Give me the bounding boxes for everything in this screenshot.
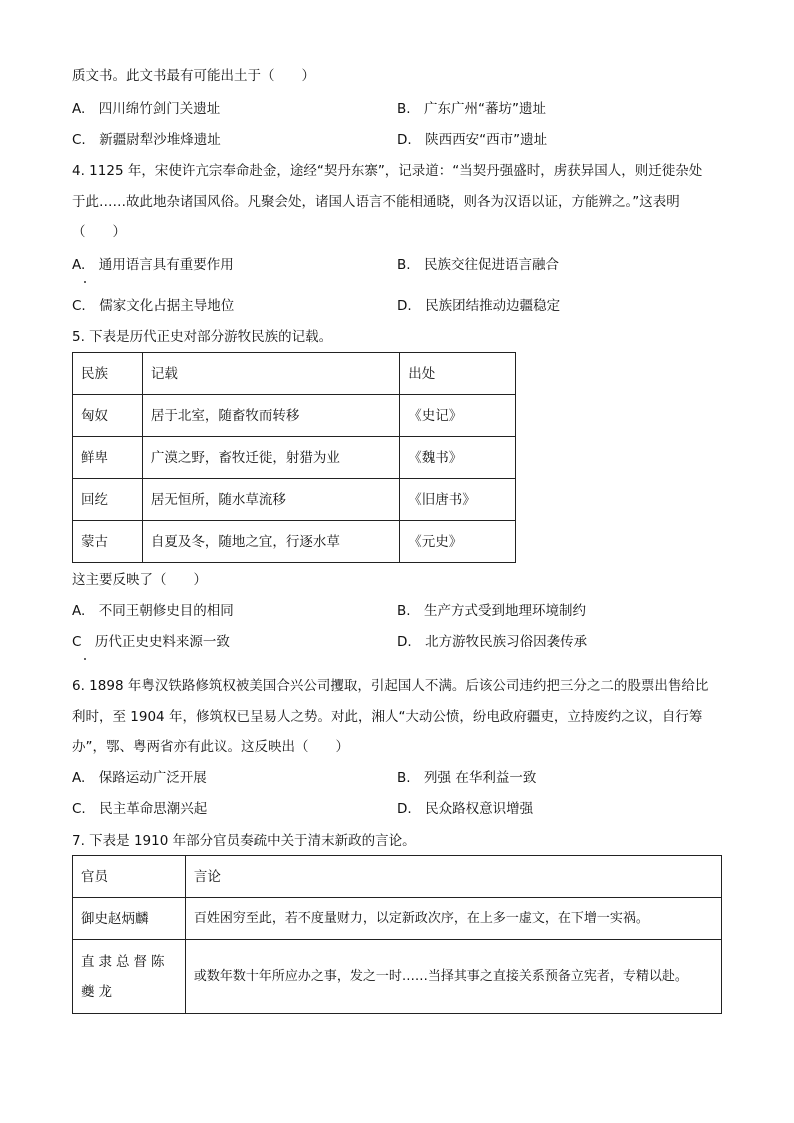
table-row xyxy=(73,940,722,1014)
q5-cell-source: 《旧唐书》 xyxy=(400,479,516,521)
q5-header-source: 出处 xyxy=(400,353,516,395)
q5-option-a: A. 不同王朝修史目的相同 xyxy=(72,603,234,619)
q5-after-table: 这主要反映了（ ） xyxy=(72,572,207,588)
q6-option-d: D. 民众路权意识增强 xyxy=(397,801,534,817)
q5-stem: 5. 下表是历代正史对部分游牧民族的记载。 xyxy=(72,329,333,345)
table-row xyxy=(73,395,516,437)
q7-stem: 7. 下表是 1910 年部分官员奏疏中关于清末新政的言论。 xyxy=(72,833,416,849)
q6-stem-line1: 6. 1898 年粤汉铁路修筑权被美国合兴公司攫取，引起国人不满。后该公司违约把三分之二的股票出售给比 xyxy=(72,678,709,694)
q5-cell-ethnic: 匈奴 xyxy=(73,395,143,437)
q7-cell-remark: 或数年数十年所应办之事，发之一时……当择其事之直接关系预备立宪者，专精以赴。 xyxy=(185,940,721,1014)
print-mark xyxy=(84,281,86,283)
q3-stem-tail: 质文书。此文书最有可能出土于（ ） xyxy=(72,68,315,84)
q5-cell-record: 广漠之野，畜牧迁徙，射猎为业 xyxy=(142,437,399,479)
q6-stem-line2: 利时，至 1904 年，修筑权已呈易人之势。对此，湘人“大动公愤，纷电政府疆吏，立持废约之议，自行筹 xyxy=(72,709,703,725)
q5-cell-source: 《魏书》 xyxy=(400,437,516,479)
table-row xyxy=(73,521,516,563)
q5-option-c: C 历代正史史料来源一致 xyxy=(72,634,230,650)
q5-option-b: B. 生产方式受到地理环境制约 xyxy=(397,603,587,619)
q5-cell-ethnic: 鲜卑 xyxy=(73,437,143,479)
q5-header-ethnic: 民族 xyxy=(73,353,143,395)
q7-table-header-row xyxy=(73,856,722,898)
q4-stem-line1: 4. 1125 年，宋使许亢宗奉命赴金，途经“契丹东寨”，记录道：“当契丹强盛时，虏获异国人，则迁徙杂处 xyxy=(72,163,703,179)
q5-table xyxy=(72,352,516,563)
q7-cell-remark: 百姓困穷至此，若不度量财力，以定新政次序，在上多一虚文，在下增一实祸。 xyxy=(185,898,721,940)
q5-header-record: 记载 xyxy=(142,353,399,395)
q6-stem-line3: 办”，鄂、粤两省亦有此议。这反映出（ ） xyxy=(72,739,349,755)
q6-option-b: B. 列强 在华利益一致 xyxy=(397,770,537,786)
q4-option-d: D. 民族团结推动边疆稳定 xyxy=(397,298,561,314)
q7-cell-official: 御史赵炳麟 xyxy=(73,898,186,940)
q4-option-b: B. 民族交往促进语言融合 xyxy=(397,257,560,273)
q7-header-official: 官员 xyxy=(73,856,186,898)
table-row xyxy=(73,479,516,521)
q3-option-c: C. 新疆尉犁沙堆烽遗址 xyxy=(72,132,221,148)
q5-option-d: D. 北方游牧民族习俗因袭传承 xyxy=(397,634,588,650)
table-row xyxy=(73,437,516,479)
q5-cell-ethnic: 回纥 xyxy=(73,479,143,521)
q4-stem-line2: 于此……故此地杂诸国风俗。凡聚会处，诸国人语言不能相通晓，则各为汉语以证，方能辨之。”这表明 xyxy=(72,194,680,210)
q5-cell-source: 《史记》 xyxy=(400,395,516,437)
q5-cell-record: 自夏及冬，随地之宜，行逐水草 xyxy=(142,521,399,563)
q3-option-d: D. 陕西西安“西市”遗址 xyxy=(397,132,548,148)
q5-cell-ethnic: 蒙古 xyxy=(73,521,143,563)
q5-cell-source: 《元史》 xyxy=(400,521,516,563)
q5-table-header-row xyxy=(73,353,516,395)
print-mark xyxy=(84,658,86,660)
q6-option-a: A. 保路运动广泛开展 xyxy=(72,770,207,786)
q6-option-c: C. 民主革命思潮兴起 xyxy=(72,801,208,817)
q5-cell-record: 居于北室，随畜牧而转移 xyxy=(142,395,399,437)
table-row xyxy=(73,898,722,940)
q7-table xyxy=(72,855,722,1014)
q4-stem-line3: （ ） xyxy=(72,224,126,240)
q7-cell-official: 直隶总督陈夔龙 xyxy=(73,940,186,1014)
q7-header-remarks: 言论 xyxy=(185,856,721,898)
q4-option-a: A. 通用语言具有重要作用 xyxy=(72,257,234,273)
q3-option-b: B. 广东广州“蕃坊”遗址 xyxy=(397,101,547,117)
q3-option-a: A. 四川绵竹剑门关遗址 xyxy=(72,101,221,117)
q5-cell-record: 居无恒所，随水草流移 xyxy=(142,479,399,521)
q4-option-c: C. 儒家文化占据主导地位 xyxy=(72,298,235,314)
